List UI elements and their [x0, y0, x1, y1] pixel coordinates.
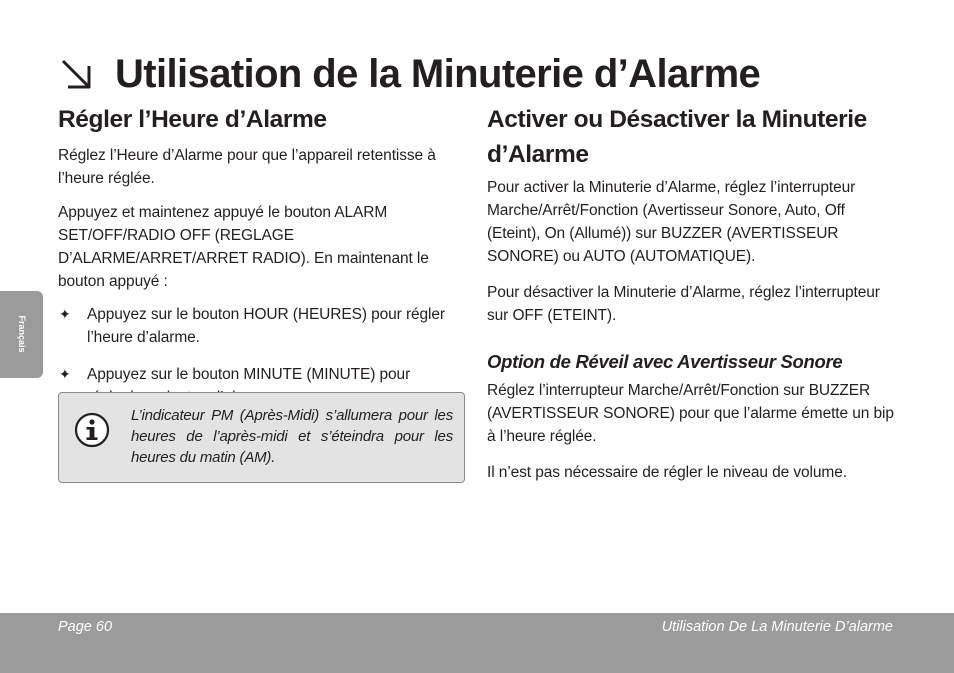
- info-icon: [74, 412, 110, 448]
- subsection-heading-buzzer: Option de Réveil avec Avertisseur Sonore: [487, 351, 843, 372]
- paragraph: Réglez l’interrupteur Marche/Arrêt/Fonction sur BUZZER (AVERTISSEUR SONORE) pour que l’alarme émette un bip à l’heure réglée.: [487, 382, 894, 445]
- star-bullet-icon: ✦: [59, 306, 71, 322]
- page-number: Page 60: [58, 619, 113, 635]
- footer-section-title: Utilisation De La Minuterie D’alarme: [661, 619, 893, 635]
- section-heading-toggle-alarm: Activer ou Désactiver la Minuterie d’Alarme: [487, 106, 867, 168]
- arrow-down-right-icon: [57, 55, 97, 95]
- left-column: [58, 102, 452, 409]
- right-column: [487, 102, 902, 484]
- section-heading-set-alarm: Régler l’Heure d’Alarme: [58, 106, 327, 133]
- info-note-box: [58, 392, 465, 483]
- list-item-text: Appuyez sur le bouton MINUTE (MINUTE) pour: [87, 366, 411, 383]
- paragraph: Il n’est pas nécessaire de régler le niveau de volume.: [487, 464, 847, 481]
- paragraph: Pour activer la Minuterie d’Alarme, réglez l’interrupteur Marche/Arrêt/Fonction (Avertisseur Sonore, Auto, Off (Eteint), On (Allumé)) sur BUZZER (AVERTISSEUR SONORE) ou AUTO (AUTOMATIQUE).: [487, 179, 856, 265]
- paragraph: Pour désactiver la Minuterie d’Alarme, réglez l’interrupteur sur OFF (ETEINT).: [487, 284, 880, 324]
- paragraph: Réglez l’Heure d’Alarme pour que l’appareil retentisse à l’heure réglée.: [58, 147, 436, 187]
- page-footer: [0, 613, 954, 673]
- note-text: L’indicateur PM (Après-Midi) s’allumera pour les heures de l’après-midi et s’éteindra pour les heures du matin (AM).: [131, 407, 453, 466]
- list-item-text: Appuyez sur le bouton HOUR (HEURES) pour régler l’heure d’alarme.: [87, 306, 445, 346]
- star-bullet-icon: ✦: [59, 366, 71, 382]
- list-item: [58, 303, 452, 349]
- language-label: Français: [17, 315, 27, 353]
- page-title: Utilisation de la Minuterie d’Alarme: [115, 52, 761, 96]
- language-side-tab: [0, 291, 43, 378]
- paragraph: Appuyez et maintenez appuyé le bouton ALARM SET/OFF/RADIO OFF (REGLAGE D’ALARME/ARRET/ARRET RADIO). En maintenant le bouton appuyé :: [58, 204, 429, 290]
